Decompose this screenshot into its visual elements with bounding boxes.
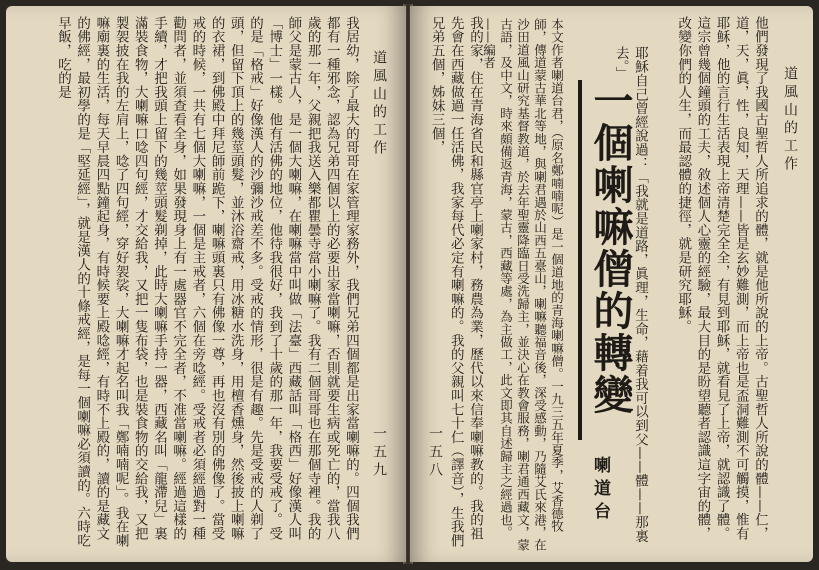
right-page (410, 6, 813, 562)
opening-paragraph: 他們發現了我國古聖哲人所追求的體，就是他所說的上帝。古聖哲人所說的體——仁，道，天，眞，性，良知，天理——皆是玄妙難測，而上帝也是盃洞難測不可觸摸，惟有耶穌，他的言行生活表現上帝清楚完全全，有見到耶穌，就看見了上帝，就認識了體。這宗曾幾個鐘頭的工夫，敘述個人心靈的經驗，最大目的是盼望聽者認識這字宙的體，改變你們的人生，而最認體的捷徑，就是研究耶穌。 (675, 16, 768, 541)
left-page-number: 一五九 (371, 426, 387, 480)
right-opening-text (655, 16, 769, 550)
left-running-title: 道風山的工作 (371, 50, 387, 158)
article-title (587, 80, 634, 440)
editor-note (481, 18, 578, 558)
right-body-text (416, 16, 484, 550)
right-page-number: 一五八 (427, 426, 443, 480)
left-body-paragraph: 我居幼，除了最大的哥哥在家管理家務外，我們兄弟四個都是出家當喇嘛的。四個我們都有一種邪念，認為兄弟四個以上的必要出家當喇嘛，否則就要生病或死亡的，當我八歲的那一年，父親把我送入樂都瞿曇寺當小喇嘛了。我有二個哥哥也在那個寺裡。我的師父是蒙古人，是一個大喇嘛，在喇嘛當中叫做「法臺」西藏話叫「格西」好像漢人叫「博士」一樣。他有活佛的地位，他待我很好，我到了十歲的那一年，我要受戒了。受的是「格戒」好像漢人的沙彌沙戒差不多。受戒的情形，很是有趣。先是受戒的人剃了頭，但留下頂上的幾莖頭髮，並沐浴齋戒，用冰糖水洗身，用檀香燻身，然後披上喇嘛的衣裙，到佛殿中拜尼師前跪下，喇嘛頭裏只有佛像一尊，再也沒有別的佛像了。當受戒的時候，一共有七個大喇嘛，一個是主戒者，六個在旁唸經。受戒者必須經過對一種勸問者，並須查看全身，如果發現身上有一處器官不完全者，不准當喇嘛。經過這樣的手續，才把我頭上留下的幾莖頭髮剃掉，此時大喇嘛手持一器，西藏名叫「龍滯兒」裏滿裝食物，大喇嘛口唸四句經，才交給我，又把一隻布袋，也是裝食物的交給我，又把製袈披在我的左肩上，唸了四句經，穿好袈裟，大喇嘛才起名叫我「鄭喃喃呢」。我在喇嘛廟裏的生活，每天早晨四點鐘起身，有時候要上殿唸經，有時不上殿的，讀的是藏文的佛經，最初學的是「堅延經」，就是漢人的十條戒經，是每一個喇嘛必須讀的。六時吃早飯，吃的是 (54, 16, 359, 548)
title-rule (578, 80, 582, 440)
article-author: 喇道台 (590, 456, 610, 525)
right-body-paragraph: 我的家，住在青海省民和縣官亭上喇家村，務農為業，歷代以來信奉喇嘛教的。我的祖先會在西藏做過一任活佛，我家每代必定有喇嘛的。我的父親叫七十仁（譯音），生我們兄弟五個，姊妹三個， (428, 16, 483, 548)
left-body-text (14, 16, 360, 550)
quote-paragraph: 耶穌自己曾經說過：「我就是道路，眞理，生命，藉着我可以到父——體——那裏去。」 (612, 46, 648, 543)
right-running-title: 道風山的工作 (782, 66, 798, 174)
left-page (6, 6, 406, 562)
editor-note-text: 本文作者喇道台君，（原名鄭喃喃呢）是一個道地的青海喇嘛僧。一九三五年夏季，艾香德牧師，傳道蒙古華北等地，與喇君遇於山西五臺山，喇嘛聽福音後，深受感動，乃隨艾氏來港，在沙田道風山研究基督教道，於去年聖靈降臨日受洗歸主，並決心在教會服務，喇君通西藏文，蒙古語，及中文，時來頗備返青海，蒙古，西藏等處，為主做工，此文即其自述歸主之經過也。 ——編者 (481, 18, 565, 558)
article-title-text: 一個喇嘛僧的轉變 (587, 80, 634, 416)
